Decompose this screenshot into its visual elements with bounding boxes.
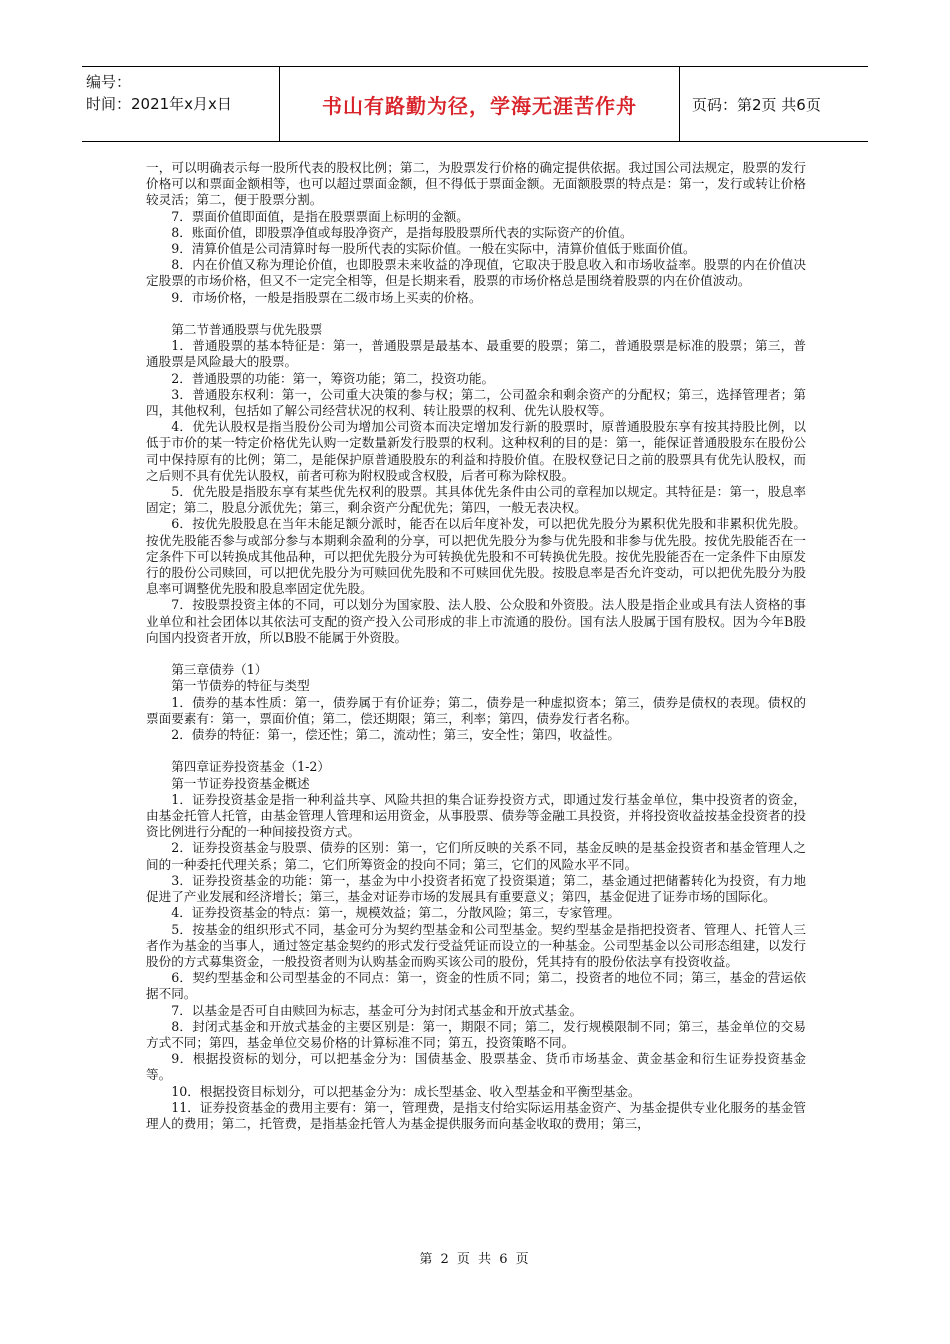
paragraph: 9．根据投资标的划分，可以把基金分为：国债基金、股票基金、货币市场基金、黄金基金和衍生证券投资基金等。 <box>146 1051 806 1083</box>
header-motto: 书山有路勤为径，学海无涯苦作舟 <box>280 67 680 141</box>
paragraph: 10．根据投资目标划分，可以把基金分为：成长型基金、收入型基金和平衡型基金。 <box>171 1083 641 1099</box>
paragraph: 2．债券的特征：第一，偿还性；第二，流动性；第三，安全性；第四，收益性。 <box>171 727 620 743</box>
paragraph: 一，可以明确表示每一股所代表的股权比例；第二，为股票发行价格的确定提供依据。我过国公司法规定，股票的发行价格可以和票面金额相等，也可以超过票面金额，但不得低于票面金额。无面额股票的特点是：第一，发行或转让价格较灵活；第二，便于股票分割。 <box>146 160 806 208</box>
paragraph: 第二节普通股票与优先股票 <box>171 322 323 338</box>
paragraph: 1．债券的基本性质：第一，债券属于有价证券；第二，债券是一种虚拟资本；第三，债券是债权的表现。债权的票面要素有：第一，票面价值；第二，偿还期限；第三，利率；第四，债券发行者名称。 <box>146 694 806 726</box>
time-label: 时间：2021年x月x日 <box>86 95 232 113</box>
paragraph: 2．证券投资基金与股票、债券的区别：第一，它们所反映的关系不同，基金反映的是基金投资者和基金管理人之间的一种委托代理关系；第二，它们所筹资金的投向不同；第三，它们的风险水平不同。 <box>146 840 806 872</box>
paragraph: 7．票面价值即面值，是指在股票票面上标明的金额。 <box>171 208 469 224</box>
paragraph: 4．优先认股权是指当股份公司为增加公司资本而决定增加发行新的股票时，原普通股股东享有按其持股比例，以低于市价的某一特定价格优先认购一定数量新发行股票的权利。这种权利的目的是：第一，能保证普通股股东在股份公司中保持原有的比例；第二，是能保护原普通股股东的利益和持股价值。在股权登记日之前的股票具有优先认股权，而之后则不具有优先认股权，前者可称为附权股或含权股，后者可称为除权股。 <box>146 419 806 483</box>
paragraph: 7．以基金是否可自由赎回为标志，基金可分为封闭式基金和开放式基金。 <box>171 1002 583 1018</box>
paragraph: 4．证券投资基金的特点：第一，规模效益；第二，分散风险；第三，专家管理。 <box>171 905 620 921</box>
paragraph: 第四章证券投资基金（1-2） <box>171 759 330 775</box>
paragraph: 11．证券投资基金的费用主要有：第一，管理费，是指支付给实际运用基金资产、为基金提供专业化服务的基金管理人的费用；第二，托管费，是指基金托管人为基金提供服务而向基金收取的费用；第三， <box>146 1099 806 1131</box>
paragraph: 8．内在价值又称为理论价值，也即股票未来收益的净现值，它取决于股息收入和市场收益率。股票的内在价值决定股票的市场价格，但又不一定完全相等，但是长期来看，股票的市场价格总是围绕着股票的内在价值波动。 <box>146 257 806 289</box>
paragraph-spacer <box>146 646 806 662</box>
paragraph: 5．优先股是指股东享有某些优先权利的股票。其具体优先条件由公司的章程加以规定。其特征是：第一，股息率固定；第二，股息分派优先；第三，剩余资产分配优先；第四，一般无表决权。 <box>146 484 806 516</box>
paragraph: 2．普通股票的功能：第一，筹资功能；第二，投资功能。 <box>171 370 495 386</box>
paragraph: 第一节证券投资基金概述 <box>171 775 310 791</box>
paragraph: 9．市场价格，一般是指股票在二级市场上买卖的价格。 <box>171 289 482 305</box>
paragraph: 8．封闭式基金和开放式基金的主要区别是：第一，期限不同；第二，发行规模限制不同；第三，基金单位的交易方式不同；第四，基金单位交易价格的计算标准不同；第五，投资策略不同。 <box>146 1018 806 1050</box>
paragraph: 第一节债券的特征与类型 <box>171 678 310 694</box>
paragraph: 7．按股票投资主体的不同，可以划分为国家股、法人股、公众股和外资股。法人股是指企业或具有法人资格的事业单位和社会团体以其依法可支配的资产投入公司形成的非上市流通的股份。国有法人股属于国有股权。因为今年B股向国内投资者开放，所以B股不能属于外资股。 <box>146 597 806 645</box>
paragraph: 3．证券投资基金的功能：第一，基金为中小投资者拓宽了投资渠道；第二，基金通过把储蓄转化为投资，有力地促进了产业发展和经济增长；第三，基金对证券市场的发展具有重要意义；第四，基金促进了证券市场的国际化。 <box>146 872 806 905</box>
page-footer: 第 2 页 共 6 页 <box>419 1252 531 1267</box>
header-page-label: 页码：第2页 共6页 <box>692 95 821 114</box>
paragraph-spacer <box>146 306 806 322</box>
paragraph: 1．普通股票的基本特征是：第一，普通股票是最基本、最重要的股票；第二，普通股票是标准的股票；第三，普通股票是风险最大的股票。 <box>146 338 806 370</box>
paragraph: 9．清算价值是公司清算时每一股所代表的实际价值。一般在实际中，清算价值低于账面价值。 <box>171 241 696 257</box>
number-label: 编号： <box>86 73 132 91</box>
paragraph: 3．普通股东权利：第一，公司重大决策的参与权；第二，公司盈余和剩余资产的分配权；第三，选择管理者；第四，其他权利，包括如了解公司经营状况的权利、转让股票的权利、优先认股权等。 <box>146 386 806 419</box>
paragraph: 6．按优先股股息在当年未能足额分派时，能否在以后年度补发，可以把优先股分为累积优先股和非累积优先股。按优先股能否参与或部分参与本期剩余盈利的分享，可以把优先股分为参与优先股和非参与优先股。按优先股能否在一定条件下可以转换成其他品种，可以把优先股分为可转换优先股和不可转换优先股。按优先股能否在一定条件下由原发行的股份公司赎回，可以把优先股分为可赎回优先股和不可赎回优先股。按股息率是否允许变动，可以把优先股分为股息率可调整优先股和股息率固定优先股。 <box>146 516 806 597</box>
header-meta <box>82 67 280 141</box>
paragraph: 1．证券投资基金是指一种利益共享、风险共担的集合证券投资方式，即通过发行基金单位，集中投资者的资金，由基金托管人托管，由基金管理人管理和运用资金，从事股票、债券等金融工具投资，并将投资收益按基金投资者的投资比例进行分配的一种间接投资方式。 <box>146 791 806 840</box>
document-body <box>146 160 806 1132</box>
page-header <box>82 66 868 142</box>
paragraph: 第三章债券（1） <box>171 662 268 678</box>
paragraph: 5．按基金的组织形式不同，基金可分为契约型基金和公司型基金。契约型基金是指把投资者、管理人、托管人三者作为基金的当事人，通过签定基金契约的形式发行受益凭证而设立的一种基金。公司型基金以公司形态组建，以发行股份的方式募集资金，一般投资者则为认购基金而购买该公司的股份，凭其持有的股份依法享有投资收益。 <box>146 921 806 969</box>
paragraph-spacer <box>146 743 806 759</box>
paragraph: 8．账面价值，即股票净值或每股净资产，是指每股股票所代表的实际资产的价值。 <box>171 224 633 240</box>
paragraph: 6．契约型基金和公司型基金的不同点：第一，资金的性质不同；第二，投资者的地位不同；第三，基金的营运依据不同。 <box>146 970 806 1002</box>
